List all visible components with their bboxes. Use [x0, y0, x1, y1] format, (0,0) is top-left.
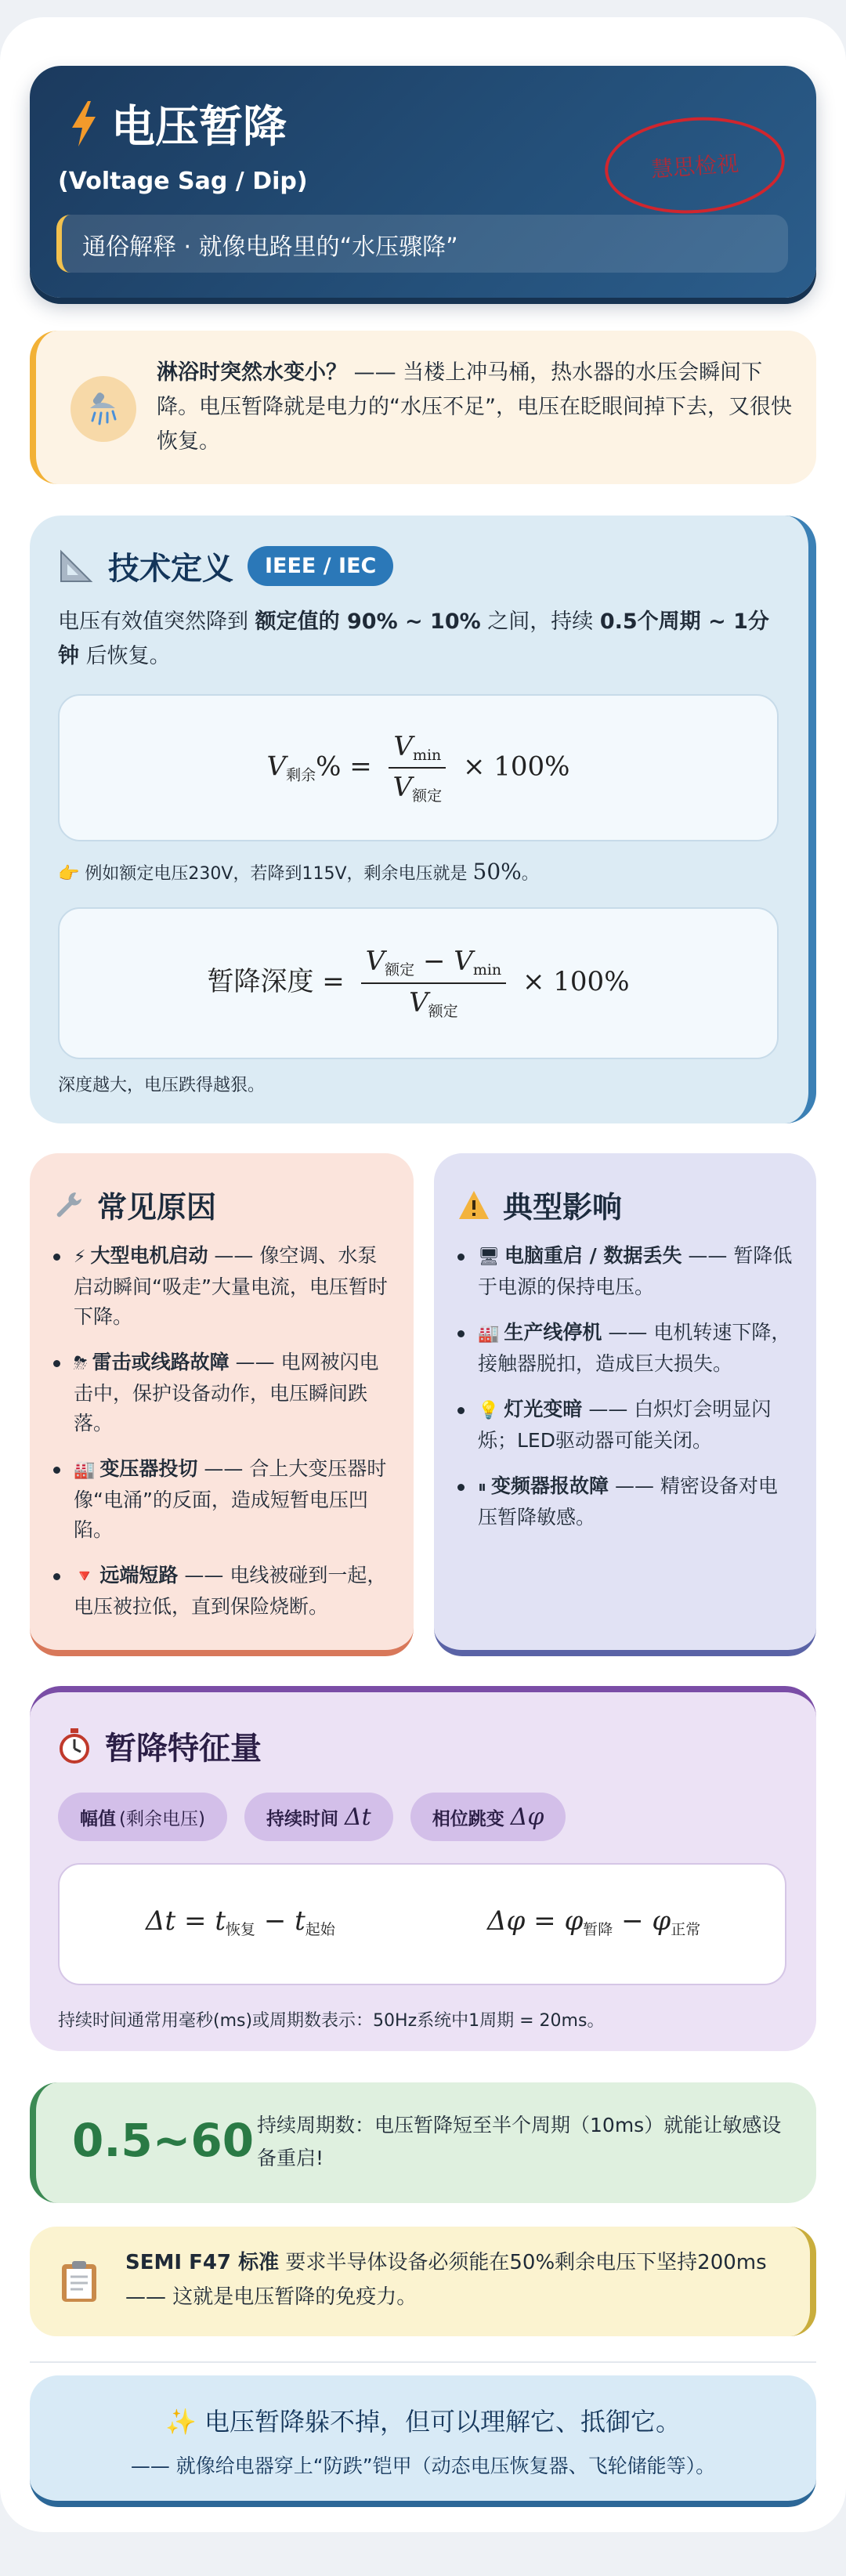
example-end: 。: [521, 864, 539, 884]
phase-equation: $\Delta\varphi = \varphi_{暂降} - \varphi_{正常}$: [487, 1905, 701, 1938]
triangle-ruler-icon: [58, 548, 94, 584]
page-title: [70, 92, 287, 155]
f1-lhs-suffix: %: [316, 751, 342, 782]
f2-num-a-var: V: [365, 946, 385, 977]
causes-heading: [53, 1183, 216, 1226]
impact-text: —— 电机转速下降，接触器脱扣，造成巨大损失。: [478, 1321, 791, 1375]
factory-icon: 🏭: [478, 1324, 500, 1344]
f2-den-sub: 额定: [428, 1003, 458, 1020]
tag-bold: 幅值: [80, 1808, 116, 1829]
semi-text: [125, 2245, 783, 2314]
intro-lead: 淋浴时突然水变小？: [157, 360, 347, 385]
closing-card: [30, 2375, 816, 2507]
review-stamp: [602, 111, 788, 219]
impacts-list: [457, 1241, 794, 1548]
list-item: [457, 1395, 794, 1456]
causes-card: [30, 1153, 414, 1656]
features-heading: [58, 1724, 262, 1768]
definition-text: [58, 605, 779, 674]
cause-text: —— 合上大变压器时像“电涌”的反面，造成短暂电压凹陷。: [74, 1457, 387, 1541]
pause-icon: ⏸: [478, 1478, 487, 1497]
impact-bold: 电脑重启 / 数据丢失: [504, 1244, 682, 1267]
f2-rhs: × 100%: [522, 966, 630, 997]
causes-title: 常见原因: [97, 1190, 217, 1225]
impact-text: —— 暂降低于电源的保持电压。: [478, 1244, 793, 1298]
intro-text: [157, 356, 799, 459]
cause-bold: 雷击或线路故障: [92, 1351, 230, 1373]
features-note: 持续时间通常用毫秒(ms)或周期数表示：50Hz系统中1周期 = 20ms。: [58, 2011, 605, 2031]
f1-lhs-var: V: [266, 751, 287, 782]
tag-phase-jump: [410, 1793, 566, 1841]
f1-lhs-sub: 剩余: [286, 766, 316, 783]
computer-icon: 🖥: [478, 1247, 500, 1267]
sparkles-icon: ✨: [164, 2407, 197, 2437]
f1-den-sub: 额定: [412, 787, 443, 805]
list-item: [457, 1318, 794, 1379]
hero-banner: [30, 66, 816, 298]
feature-equations: [58, 1863, 786, 1985]
def-text-c: 之间，持续: [480, 610, 600, 634]
hero-subtitle: (Voltage Sag / Dip): [58, 168, 308, 195]
divider: [30, 2361, 816, 2363]
pointing-hand-icon: 👉: [58, 864, 80, 884]
tag-duration: [244, 1793, 393, 1841]
def-duration: 0.5个周期 ~ 1分钟: [58, 610, 769, 668]
lightning-bolt-icon: [70, 101, 97, 147]
example-value: 50%: [472, 859, 522, 885]
list-item: [457, 1241, 794, 1302]
sag-depth-formula: 暂降深度 = $\frac{V_{额定} - V_{min}}{V_{额定}}$ × 100%: [58, 907, 779, 1059]
stat-text: 持续周期数：电压暂降短至半个周期（10ms）就能让敏感设备重启!: [257, 2114, 782, 2169]
features-title: 暂降特征量: [105, 1731, 262, 1767]
warning-icon: [457, 1189, 490, 1221]
semi-standard-card: [30, 2227, 816, 2336]
eq2-b: φ: [652, 1905, 671, 1937]
list-item: [53, 1454, 390, 1545]
eq1-b: t: [295, 1905, 306, 1937]
impacts-card: [434, 1153, 816, 1656]
cause-bold: 大型电机启动: [90, 1244, 208, 1267]
impacts-heading: [457, 1183, 622, 1226]
causes-list: [53, 1241, 390, 1637]
tag-light: (剩余电压): [119, 1808, 205, 1829]
stat-card: [30, 2082, 816, 2203]
list-item: [53, 1348, 390, 1438]
eq1-lhs: Δt: [146, 1905, 176, 1937]
eq1-a: t: [215, 1905, 226, 1937]
eq2-a-sub: 暂降: [583, 1921, 613, 1938]
definition-note: 深度越大，电压跌得越狠。: [58, 1076, 266, 1095]
intro-card: [30, 331, 816, 484]
impact-text: —— 精密设备对电压暂降敏感。: [478, 1474, 778, 1529]
stamp-text: 慧思检视: [650, 150, 740, 183]
cause-text: —— 电网被闪电击中，保护设备动作，电压瞬间跌落。: [74, 1351, 379, 1435]
closing-line-1-text: 电压暂降躲不掉，但可以理解它、抵御它。: [204, 2407, 682, 2437]
impact-text: —— 白炽灯会明显闪烁；LED驱动器可能关闭。: [478, 1398, 772, 1452]
f1-num-var: V: [393, 730, 413, 762]
duration-equation: $\Delta t = t_{恢复} - t_{起始}$: [146, 1905, 335, 1938]
impact-bold: 变频器报故障: [491, 1474, 609, 1497]
closing-line-2: —— 就像给电器穿上“防跌”铠甲（动态电压恢复器、飞轮储能等）。: [130, 2455, 716, 2477]
definition-heading: [58, 544, 393, 588]
down-triangle-icon: 🔻: [74, 1567, 96, 1586]
tag-bold: 持续时间: [266, 1808, 338, 1829]
wrench-icon: [53, 1189, 85, 1221]
clipboard-icon: [60, 2259, 99, 2303]
eq2-a: φ: [564, 1905, 584, 1937]
f2-den-var: V: [409, 987, 428, 1018]
definition-example: [58, 859, 539, 885]
factory-icon: 🏭: [74, 1460, 96, 1480]
residual-voltage-formula: $V_{剩余}\%$ = $\frac{V_{min}}{V_{额定}}$ × 100%: [58, 694, 779, 841]
f1-num-sub: min: [412, 746, 442, 764]
impacts-title: 典型影响: [503, 1190, 623, 1225]
page-card: [0, 17, 846, 2532]
eq2-b-sub: 正常: [671, 1921, 701, 1938]
cause-bold: 远端短路: [99, 1564, 179, 1586]
list-item: [53, 1561, 390, 1622]
impact-bold: 灯光变暗: [504, 1398, 583, 1420]
feature-tags: [58, 1793, 566, 1841]
list-item: [457, 1471, 794, 1532]
lightning-icon: ⚡: [74, 1247, 86, 1267]
hero-tagline-box: [56, 215, 788, 273]
stat-value: 0.5~60: [72, 2114, 255, 2167]
eq2-lhs: Δφ: [487, 1905, 526, 1937]
intro-body: —— 当楼上冲马桶，热水器的水压会瞬间下降。电压暂降就是电力的“水压不足”，电压在眨眼间掉下去，又很快恢复。: [157, 360, 792, 454]
stopwatch-icon: [58, 1728, 91, 1764]
f2-num-b-sub: min: [472, 961, 502, 979]
def-range: 额定值的 90% ~ 10%: [255, 610, 481, 634]
f2-num-a-sub: 额定: [385, 961, 415, 979]
cause-text: —— 电线被碰到一起，电压被拉低，直到保险烧断。: [74, 1564, 387, 1618]
f1-rhs: × 100%: [462, 751, 570, 782]
eq1-a-sub: 恢复: [226, 1921, 256, 1938]
f2-num-b-var: V: [454, 946, 473, 977]
hero-title-text: 电压暂降: [111, 102, 287, 153]
storm-icon: ⛈: [74, 1354, 88, 1373]
cause-bold: 变压器投切: [99, 1457, 198, 1480]
definition-card: [30, 516, 816, 1123]
list-item: [53, 1241, 390, 1332]
def-text-e: 后恢复。: [79, 644, 171, 668]
semi-bold: SEMI F47 标准: [125, 2251, 280, 2274]
features-card: [30, 1686, 816, 2051]
tag-math: Δt: [344, 1803, 371, 1831]
f2-lhs: 暂降深度: [207, 966, 314, 997]
definition-title: 技术定义: [108, 551, 233, 587]
tag-amplitude: [58, 1793, 227, 1841]
shower-icon: [70, 376, 136, 442]
tag-math: Δφ: [510, 1803, 544, 1831]
light-bulb-icon: 💡: [478, 1401, 500, 1420]
f1-den-var: V: [392, 771, 413, 803]
example-text: 例如额定电压230V，若降到115V，剩余电压就是: [85, 864, 468, 884]
impact-bold: 生产线停机: [504, 1321, 602, 1344]
def-text-a: 电压有效值突然降到: [58, 610, 255, 634]
hero-tagline: 通俗解释 · 就像电路里的“水压骤降”: [82, 233, 458, 261]
tag-bold: 相位跳变: [432, 1808, 504, 1829]
cause-text: —— 像空调、水泵启动瞬间“吸走”大量电流，电压暂时下降。: [74, 1244, 388, 1328]
semi-body: 要求半导体设备必须能在50%剩余电压下坚持200ms —— 这就是电压暂降的免疫力。: [125, 2251, 767, 2309]
closing-line-1: [30, 2402, 816, 2438]
eq1-b-sub: 起始: [305, 1921, 335, 1938]
standard-badge: IEEE / IEC: [248, 546, 393, 586]
